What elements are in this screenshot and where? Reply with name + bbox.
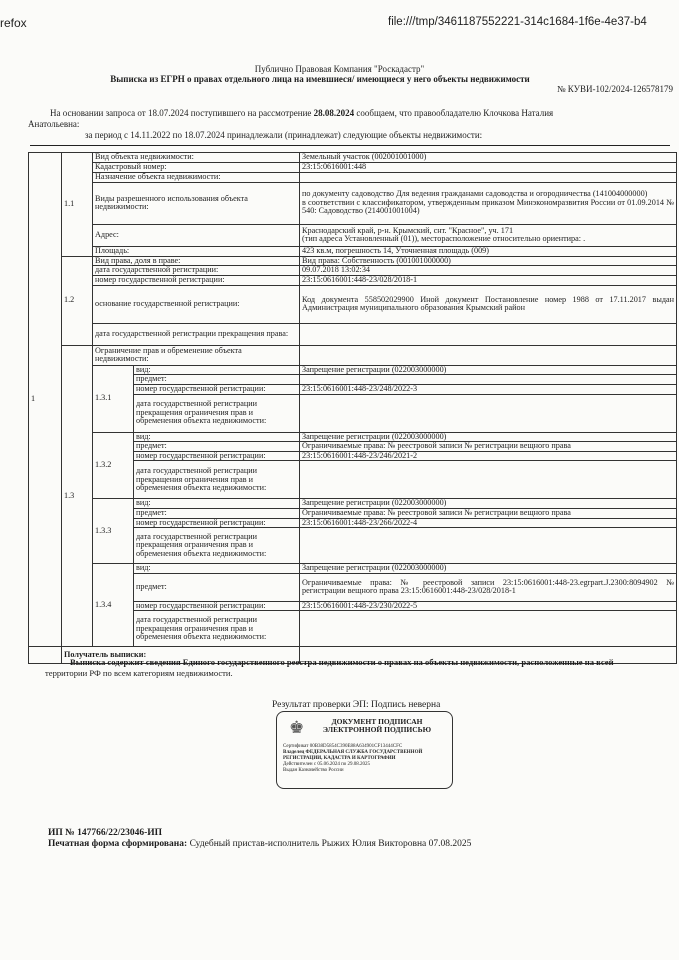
- e-signature-stamp: [276, 711, 453, 789]
- intro-text: На основании запроса от 18.07.2024 поступившего на рассмотрение: [50, 108, 314, 118]
- label: дата государственной регистрации прекращения ограничения прав и обременения объекта недвижимости:: [134, 611, 300, 647]
- subsection-number: 1.3.3: [93, 499, 134, 564]
- cadastral-number: 23:15:0616001:448: [300, 162, 677, 172]
- label: вид:: [134, 499, 300, 509]
- label: номер государственной регистрации:: [134, 384, 300, 394]
- label: Кадастровый номер:: [93, 162, 300, 172]
- label: дата государственной регистрации прекращения ограничения прав и обременения объекта недвижимости:: [134, 528, 300, 564]
- encumbrance-subject: Ограничиваемые права: № реестровой записи 23:15:0616001:448-23.egrpart.J.2300:8094902 № регистрации вещного права 23:15:0616001:448-23/028/2018-1: [300, 573, 677, 601]
- validity: Действителен с 05.06.2024 по 29.08.2025: [283, 762, 370, 767]
- printed-label: Печатная форма сформирована:: [48, 839, 188, 849]
- printed-form: [48, 839, 471, 849]
- property-table: [28, 152, 677, 664]
- object-type: Земельный участок (002001001000): [300, 153, 677, 163]
- intro-line-1: [28, 108, 673, 119]
- row-number: 1: [29, 153, 62, 647]
- certificate: Сертификат 00B38D5854C390E88A634901CF13444CFC: [283, 744, 403, 749]
- section-number: 1.1: [62, 153, 93, 257]
- intro-line-2: Анатольевна:: [28, 119, 80, 129]
- owner-2: РЕГИСТРАЦИИ, КАДАСТРА И КАРТОГРАФИИ: [283, 756, 396, 761]
- encumbrance-end: [300, 611, 677, 647]
- label: номер государственной регистрации:: [134, 518, 300, 528]
- stamp-title: [317, 718, 437, 734]
- address: [300, 224, 677, 246]
- encumbrance-end: [300, 461, 677, 499]
- registration-basis: Код документа 558502029900 Иной документ Постановление номер 1988 от 17.11.2017 выдан Администрация муниципального образования Крымский район: [300, 285, 677, 323]
- issuer: Выдан Казначейство России: [283, 768, 344, 773]
- encumbrance-kind: Запрещение регистрации (022003000000): [300, 432, 677, 442]
- signature-check-result: Результат проверки ЭП: Подпись неверна: [272, 700, 441, 710]
- address-line: (тип адреса Установленный (01)), месторасположение относительно ориентира: .: [302, 234, 586, 244]
- use-line: по документу садоводство Для ведения гражданами садоводства и огородничества (141004000000): [302, 189, 648, 199]
- coat-of-arms-icon: ♚: [289, 718, 305, 737]
- label: Назначение объекта недвижимости:: [93, 172, 300, 182]
- label: Вид права, доля в праве:: [93, 256, 300, 266]
- encumbrance-value: [300, 345, 677, 365]
- label: вид:: [134, 564, 300, 574]
- encumbrance-number: 23:15:0616001:448-23/248/2022-3: [300, 384, 677, 394]
- label: номер государственной регистрации:: [134, 601, 300, 611]
- encumbrance-kind: Запрещение регистрации (022003000000): [300, 499, 677, 509]
- label: Вид объекта недвижимости:: [93, 153, 300, 163]
- browser-title-fragment: refox: [0, 16, 27, 30]
- label: предмет:: [134, 508, 300, 518]
- intro-text-2: сообщаем, что правообладателю Клочкова Наталия: [354, 108, 554, 118]
- recipient-label: Получатель выписки:: [62, 647, 300, 664]
- right-type: Вид права: Собственность (001001000000): [300, 256, 677, 266]
- label: вид:: [134, 365, 300, 375]
- encumbrance-number: 23:15:0616001:448-23/266/2022-4: [300, 518, 677, 528]
- label: Площадь:: [93, 246, 300, 256]
- stamp-details: [283, 744, 422, 774]
- statement: Выписка содержит сведения Единого государственного реестра недвижимости о правах на объекты недвижимости, расположенные на всей: [70, 657, 614, 667]
- label: основание государственной регистрации:: [93, 285, 300, 323]
- stamp-title-1: ДОКУМЕНТ ПОДПИСАН: [331, 717, 423, 726]
- document-number: № КУВИ-102/2024-126578179: [556, 84, 673, 94]
- intro-date: 28.08.2024: [313, 108, 355, 118]
- purpose: [300, 172, 677, 182]
- owner-1: Владелец ФЕДЕРАЛЬНАЯ СЛУЖБА ГОСУДАРСТВЕННОЙ: [283, 750, 423, 755]
- area: 423 кв.м, погрешность 14, Уточненная площадь (009): [300, 246, 677, 256]
- encumbrance-subject: Ограничиваемые права: № реестровой записи № регистрации вещного права: [300, 508, 677, 518]
- encumbrance-number: 23:15:0616001:448-23/246/2021-2: [300, 451, 677, 461]
- encumbrance-subject: Ограничиваемые права: № реестровой записи № регистрации вещного права: [300, 442, 677, 452]
- label: номер государственной регистрации:: [134, 451, 300, 461]
- termination-date: [300, 323, 677, 345]
- label: Ограничение прав и обременение объекта недвижимости:: [93, 345, 300, 365]
- label: предмет:: [134, 573, 300, 601]
- encumbrance-kind: Запрещение регистрации (022003000000): [300, 564, 677, 574]
- address-line: Краснодарский край, р-н. Крымский, снт. "Красное", уч. 171: [302, 225, 514, 235]
- label: дата государственной регистрации прекращения ограничения прав и обременения объекта недвижимости:: [134, 461, 300, 499]
- section-number: 1.3: [62, 345, 93, 647]
- subsection-number: 1.3.1: [93, 365, 134, 432]
- encumbrance-number: 23:15:0616001:448-23/230/2022-5: [300, 601, 677, 611]
- label: предмет:: [134, 375, 300, 385]
- intro: [28, 108, 673, 141]
- enforcement-number: ИП № 147766/22/23046-ИП: [48, 828, 163, 838]
- permitted-use: [300, 182, 677, 224]
- encumbrance-end: [300, 394, 677, 432]
- stamp-title-2: ЭЛЕКТРОННОЙ ПОДПИСЬЮ: [322, 725, 432, 734]
- encumbrance-kind: Запрещение регистрации (022003000000): [300, 365, 677, 375]
- label: дата государственной регистрации прекращения права:: [93, 323, 300, 345]
- intro-line-3: за период с 14.11.2022 по 18.07.2024 принадлежали (принадлежат) следующие объекты недвижимости:: [85, 130, 483, 140]
- label: дата государственной регистрации:: [93, 266, 300, 276]
- statement-block: [45, 657, 675, 679]
- use-line: в соответствии с классификатором, утвержденным приказом Минэкономразвития России от 01.09.2014 № 540: Садоводство (214001001004): [302, 197, 675, 216]
- label: вид:: [134, 432, 300, 442]
- document-title: Выписка из ЕГРН о правах отдельного лица на имевшиеся/ имеющиеся у него объекты недвижимости: [110, 74, 530, 84]
- label: номер государственной регистрации:: [93, 275, 300, 285]
- subsection-number: 1.3.4: [93, 564, 134, 647]
- registration-number: 23:15:0616001:448-23/028/2018-1: [300, 275, 677, 285]
- label: дата государственной регистрации прекращения ограничения прав и обременения объекта недвижимости:: [134, 394, 300, 432]
- label: предмет:: [134, 442, 300, 452]
- label: Адрес:: [93, 224, 300, 246]
- organization-name: Публично Правовая Компания "Роскадастр": [254, 64, 425, 74]
- statement-line-2: территории РФ по всем категориям недвижимости.: [45, 668, 233, 678]
- registration-date: 09.07.2018 13:02:34: [300, 266, 677, 276]
- section-number: 1.2: [62, 256, 93, 345]
- label: Виды разрешенного использования объекта недвижимости:: [93, 182, 300, 224]
- divider: [30, 145, 670, 146]
- encumbrance-end: [300, 528, 677, 564]
- subsection-number: 1.3.2: [93, 432, 134, 499]
- url-bar[interactable]: file:///tmp/3461187552221-314c1684-1f6e-4e37-b4: [388, 16, 647, 28]
- printed-by: Судебный пристав-исполнитель Рыжих Юлия Викторовна 07.08.2025: [187, 839, 472, 849]
